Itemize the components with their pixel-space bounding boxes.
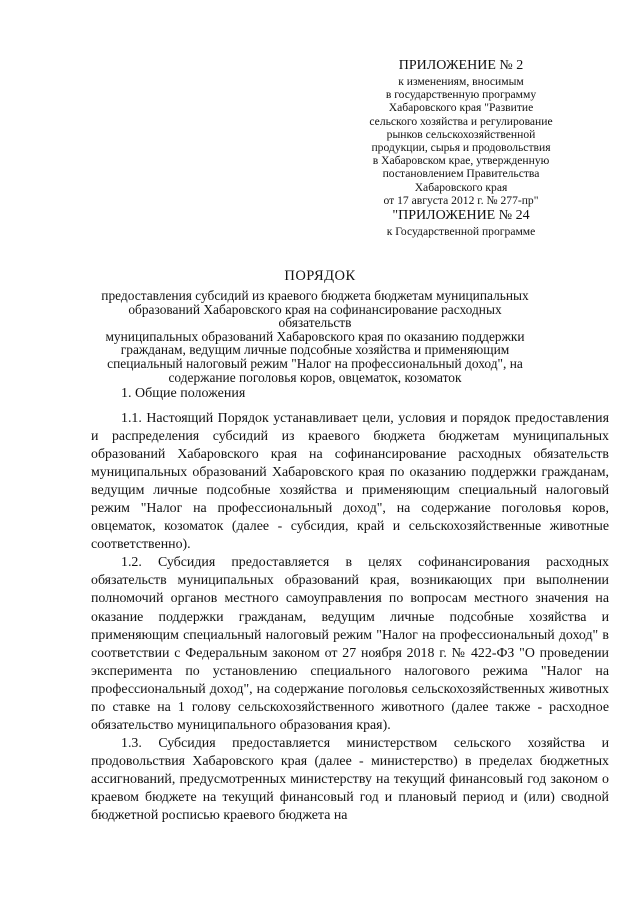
appendix-line: сельского хозяйства и регулирование <box>369 114 553 128</box>
appendix-24-header <box>356 208 566 238</box>
paragraph-1-2: 1.2. Субсидия предоставляется в целях софинансирования расходных обязательств муниципальных образований края, возникающих при выполнении полномочий органов местного самоуправления по вопросам местного значения на оказание поддержки гражданам, ведущим личные подсобные хозяйства и применяющим специальный налоговый режим "Налог на профессиональный доход" в соответствии с Федеральным законом от 27 ноября 2018 г. № 422-ФЗ "О проведении эксперимента по установлению специального налогового режима "Налог на профессиональный доход", на содержание поголовья сельскохозяйственных животных по ставке на 1 голову сельскохозяйственного животного (далее также - расходное обязательство муниципального образования края). <box>91 555 609 733</box>
appendix-line: постановлением Правительства <box>382 167 540 181</box>
paragraph-1-1: 1.1. Настоящий Порядок устанавливает цели, условия и порядок предоставления и распределения субсидий из краевого бюджета бюджетам муниципальных образований Хабаровского края на софинансирование расходных обязательств муниципальных образований Хабаровского края по оказанию поддержки гражданам, ведущим личные подсобные хозяйства и применяющим специальный налоговый режим "Налог на профессиональный доход", на содержание поголовья коров, овцематок, козоматок (далее - субсидия, край и сельскохозяйственные животные соответственно). <box>91 411 609 553</box>
appendix-title: ПРИЛОЖЕНИЕ № 2 <box>398 58 524 73</box>
appendix-line: в Хабаровском крае, утвержденную <box>372 154 550 168</box>
appendix-line: в государственную программу <box>385 88 537 102</box>
appendix-line: рынков сельскохозяйственной <box>386 127 536 141</box>
subtitle-line: образований Хабаровского края на софинансирование расходных обязательств <box>128 301 502 331</box>
appendix-24-title: "ПРИЛОЖЕНИЕ № 24 <box>392 208 530 223</box>
subtitle-line: гражданам, ведущим личные подсобные хозяйства и применяющим <box>120 342 510 358</box>
subtitle-line: предоставления субсидий из краевого бюджета бюджетам муниципальных <box>101 288 529 303</box>
subtitle-line: муниципальных образований Хабаровского края по оказанию поддержки <box>105 328 525 344</box>
subtitle-line: содержание поголовья коров, овцематок, козоматок <box>168 369 462 385</box>
appendix-header <box>356 58 566 207</box>
paragraph-1-3: 1.3. Субсидия предоставляется министерством сельского хозяйства и продовольствия Хабаровского края (далее - министерство) в пределах бюджетных ассигнований, предусмотренных министерству на текущий финансовый год законом о краевом бюджете на текущий финансовый год и плановый период и (или) сводной бюджетной росписью краевого бюджета на <box>91 735 609 824</box>
section-heading: 1. Общие положения <box>121 386 246 401</box>
document-subtitle <box>95 289 535 384</box>
appendix-line: Хабаровского края <box>414 180 508 194</box>
appendix-line: продукции, сырья и продовольствия <box>371 141 551 155</box>
appendix-line: от 17 августа 2012 г. № 277-пр" <box>383 193 539 207</box>
appendix-24-line: к Государственной программе <box>386 225 536 238</box>
appendix-line: Хабаровского края "Развитие <box>388 101 534 115</box>
appendix-line: к изменениям, вносимым <box>398 75 524 88</box>
subtitle-line: специальный налоговый режим "Налог на профессиональный доход", на <box>107 355 523 371</box>
document-title: ПОРЯДОК <box>284 268 356 284</box>
document-body <box>91 410 609 825</box>
